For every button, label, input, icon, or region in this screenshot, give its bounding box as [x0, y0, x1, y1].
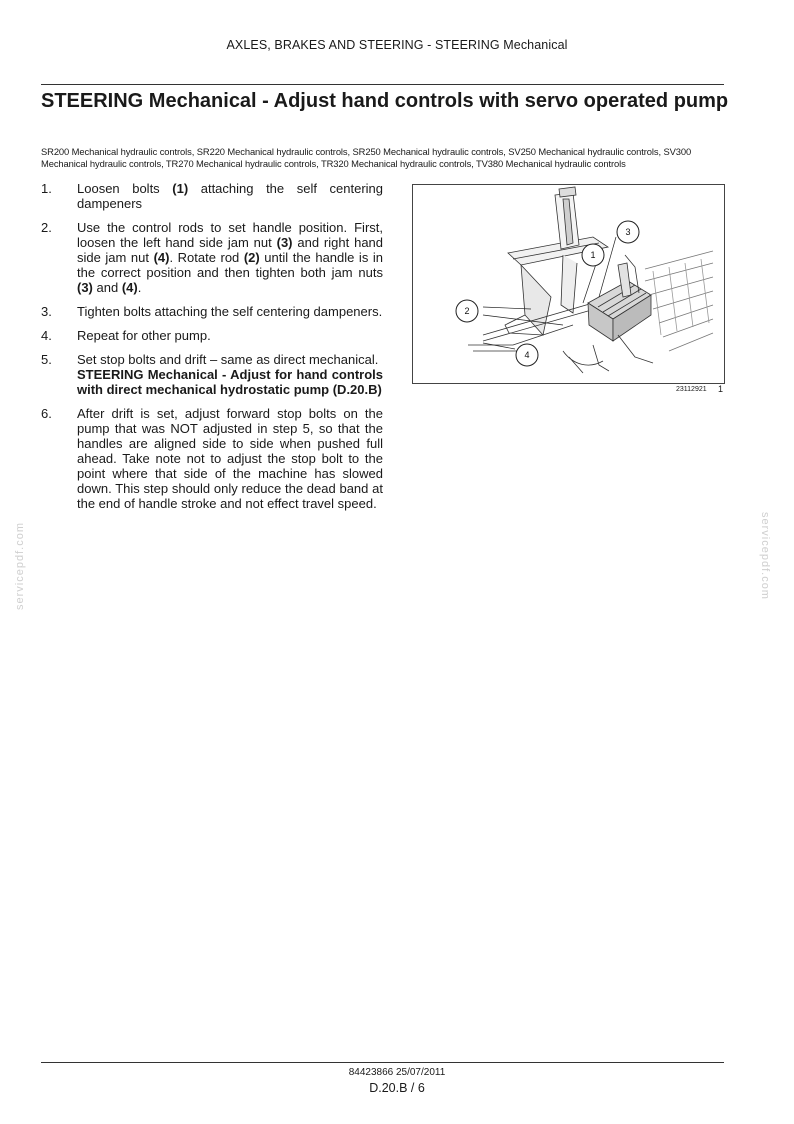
step-number: 1. — [41, 181, 52, 196]
callout-3 — [617, 221, 639, 243]
step-text-run: attaching the self centering dampeners — [77, 181, 383, 211]
callout-4 — [516, 344, 538, 366]
watermark-right: servicepdf.com — [759, 512, 771, 600]
step-text-run: Loosen bolts — [77, 181, 173, 196]
callout-3-label: 3 — [625, 227, 631, 237]
watermark-left: servicepdf.com — [14, 522, 26, 610]
procedure-step — [41, 352, 383, 397]
step-text-run: until the handle is in the correct position and then tighten both jam nuts — [77, 250, 384, 280]
step-text-run: Repeat for other pump. — [77, 328, 211, 343]
callout-4-label: 4 — [524, 350, 530, 360]
running-header: AXLES, BRAKES AND STEERING - STEERING Mechanical — [226, 38, 568, 52]
step-number: 4. — [41, 328, 52, 343]
item-reference: (3) — [276, 235, 293, 250]
procedure-step — [41, 406, 383, 511]
callout-1 — [582, 244, 604, 266]
figure-control-linkage — [412, 184, 725, 384]
step-number: 5. — [41, 352, 52, 367]
item-reference: (2) — [243, 250, 260, 265]
procedure-step — [41, 304, 383, 319]
step-text-run: Tighten bolts attaching the self centering dampeners. — [77, 304, 383, 319]
applicability-list: SR200 Mechanical hydraulic controls, SR220 Mechanical hydraulic controls, SR250 Mechanical hydraulic controls, SV250 Mechanical hydraulic controls, SV300 Mechanical hydraulic controls, TR270 Mechanical hydraulic controls, TR320 Mechanical hydraulic controls, TV380 Mechanical hydraulic controls — [41, 146, 692, 169]
figure-number: 1 — [718, 384, 724, 394]
procedure-step — [41, 220, 383, 295]
procedure-steps — [41, 181, 383, 520]
footer-rule — [41, 1062, 724, 1063]
step-text — [77, 181, 383, 211]
figure-reference-code: 23112921 — [676, 386, 707, 393]
cross-reference-link[interactable]: STEERING Mechanical - Adjust for hand controls with direct mechanical hydrostatic pump (D.20.B) — [77, 367, 383, 397]
step-text-run: After drift is set, adjust forward stop bolts on the pump that was NOT adjusted in step 5, so that the handles are aligned side to side when pushed full ahead. Take note not to adjust the stop bolt to the point where that side of the machine has slowed down. This step should only reduce the dead band at the end of handle stroke and not effect travel speed. — [77, 406, 383, 511]
step-text-run: Set stop bolts and drift – same as direct mechanical. — [77, 352, 379, 367]
step-text — [77, 328, 383, 343]
procedure-step — [41, 181, 383, 211]
item-reference: (3) — [77, 280, 93, 295]
item-reference: (4) — [121, 280, 138, 295]
step-text-run: Use the control rods to set handle position. First, loosen the left hand side jam nut — [77, 220, 383, 250]
step-text — [77, 220, 383, 295]
step-number: 2. — [41, 220, 52, 235]
item-reference: (4) — [153, 250, 170, 265]
step-text — [77, 352, 383, 397]
step-number: 6. — [41, 406, 52, 421]
step-text-run: and — [92, 280, 122, 295]
step-text — [77, 406, 383, 511]
callout-2 — [456, 300, 478, 322]
step-text-run: . Rotate rod — [169, 250, 244, 265]
header-rule — [41, 84, 724, 85]
step-text-run: . — [137, 280, 142, 295]
page-number: D.20.B / 6 — [369, 1081, 425, 1095]
step-text — [77, 304, 383, 319]
step-text-run: and right hand side jam nut — [77, 235, 384, 265]
item-reference: (1) — [172, 181, 189, 196]
callout-1-label: 1 — [590, 250, 596, 260]
document-number: 84423866 25/07/2011 — [348, 1067, 446, 1078]
step-number: 3. — [41, 304, 52, 319]
callout-2-label: 2 — [464, 306, 470, 316]
procedure-step — [41, 328, 383, 343]
page-title: STEERING Mechanical - Adjust hand controls with servo operated pump — [41, 90, 729, 112]
linkage-illustration — [413, 185, 724, 383]
